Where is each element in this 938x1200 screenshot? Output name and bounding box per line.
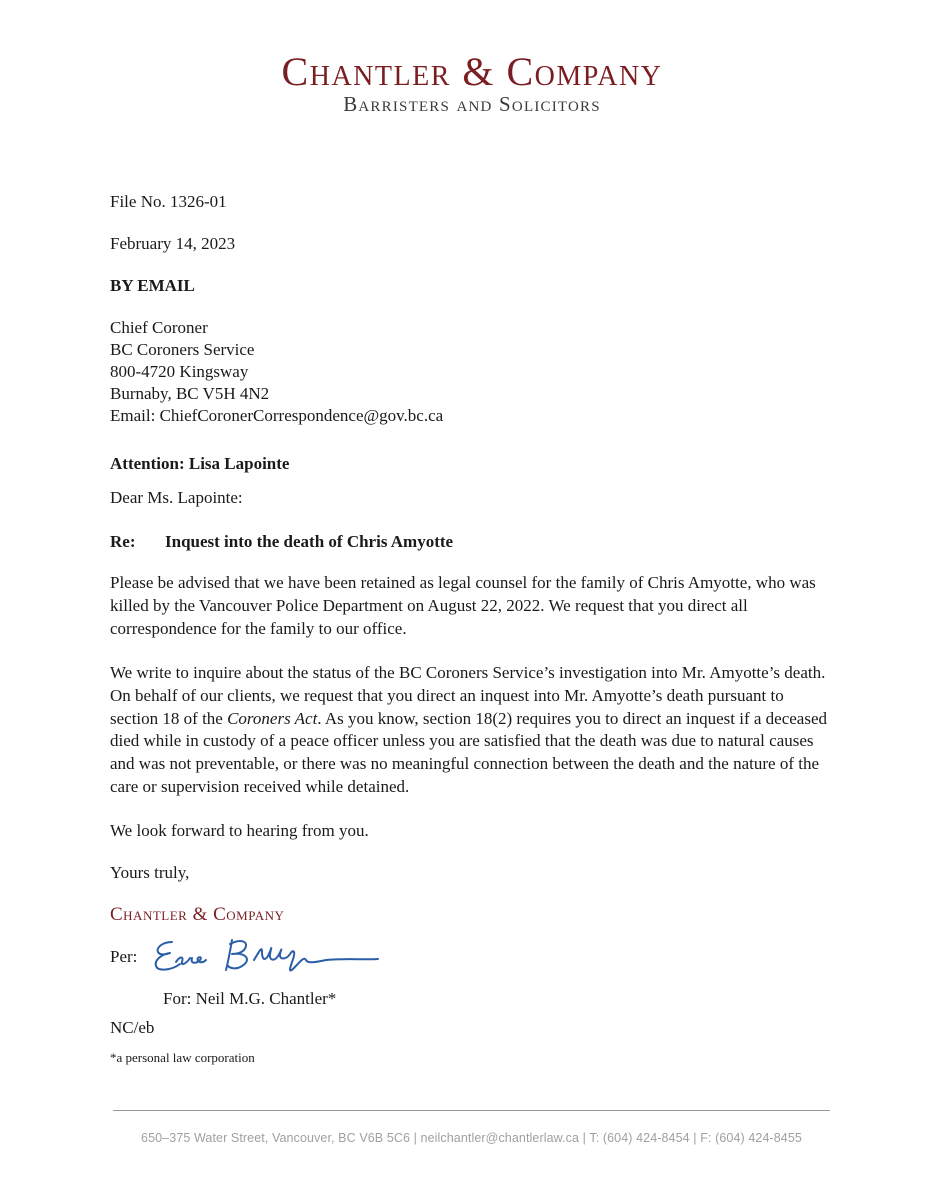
subject-text: Inquest into the death of Chris Amyotte [165, 532, 454, 551]
firm-name: Chantler & Company [281, 49, 663, 94]
recipient-address [110, 317, 830, 427]
body-paragraph-1: Please be advised that we have been retained as legal counsel for the family of Chris Amyotte, who was killed by the Vancouver Police Department on August 22, 2022. We request that you direct all correspondence for the family to our office. [110, 573, 816, 638]
footer-contact: 650–375 Water Street, Vancouver, BC V6B 5C6 | neilchantler@chantlerlaw.ca | T: (604) 424-8454 | F: (604) 424-8455 [141, 1131, 802, 1145]
closing: Yours truly, [110, 863, 190, 882]
body-paragraph-3: We look forward to hearing from you. [110, 821, 369, 840]
recipient-email: Email: ChiefCoronerCorrespondence@gov.bc.ca [110, 406, 444, 425]
file-number: File No. 1326-01 [110, 192, 227, 211]
recipient-line: Chief Coroner [110, 318, 208, 337]
reference-initials: NC/eb [110, 1018, 155, 1037]
signatory-line: For: Neil M.G. Chantler* [163, 989, 337, 1008]
delivery-method: BY EMAIL [110, 276, 195, 295]
footer-divider [113, 1110, 830, 1111]
handwritten-signature [150, 932, 390, 982]
attention-line: Attention: Lisa Lapointe [110, 454, 290, 473]
act-title: Coroners Act [227, 708, 318, 728]
firm-subtitle: Barristers and Solicitors [343, 92, 601, 116]
paragraph-text: We write to inquire about the status of the BC Coroners Service’s investigation into Mr. Amyotte’s death. On behalf of our clients, we request that you direct an inquest into Mr. Amyotte’s death pursuant to section 18 of the [110, 663, 826, 728]
footnote: *a personal law corporation [110, 1050, 255, 1065]
salutation: Dear Ms. Lapointe: [110, 488, 243, 507]
letter-date: February 14, 2023 [110, 234, 236, 253]
body-paragraph-2 [110, 662, 830, 799]
signature-firm-name: Chantler & Company [110, 904, 285, 925]
paragraph-text: . As you know, section 18(2) requires you to direct an inquest if a deceased died while in custody of a peace officer unless you are satisfied that the death was due to natural causes and was not preventable, or there was no meaningful connection between the death and the nature of the care or supervision received while detained. [110, 708, 827, 796]
subject-label: Re: [110, 532, 136, 551]
per-label: Per: [110, 947, 138, 966]
recipient-line: 800-4720 Kingsway [110, 362, 249, 381]
recipient-line: Burnaby, BC V5H 4N2 [110, 384, 270, 403]
subject-line [110, 531, 830, 553]
recipient-line: BC Coroners Service [110, 340, 255, 359]
